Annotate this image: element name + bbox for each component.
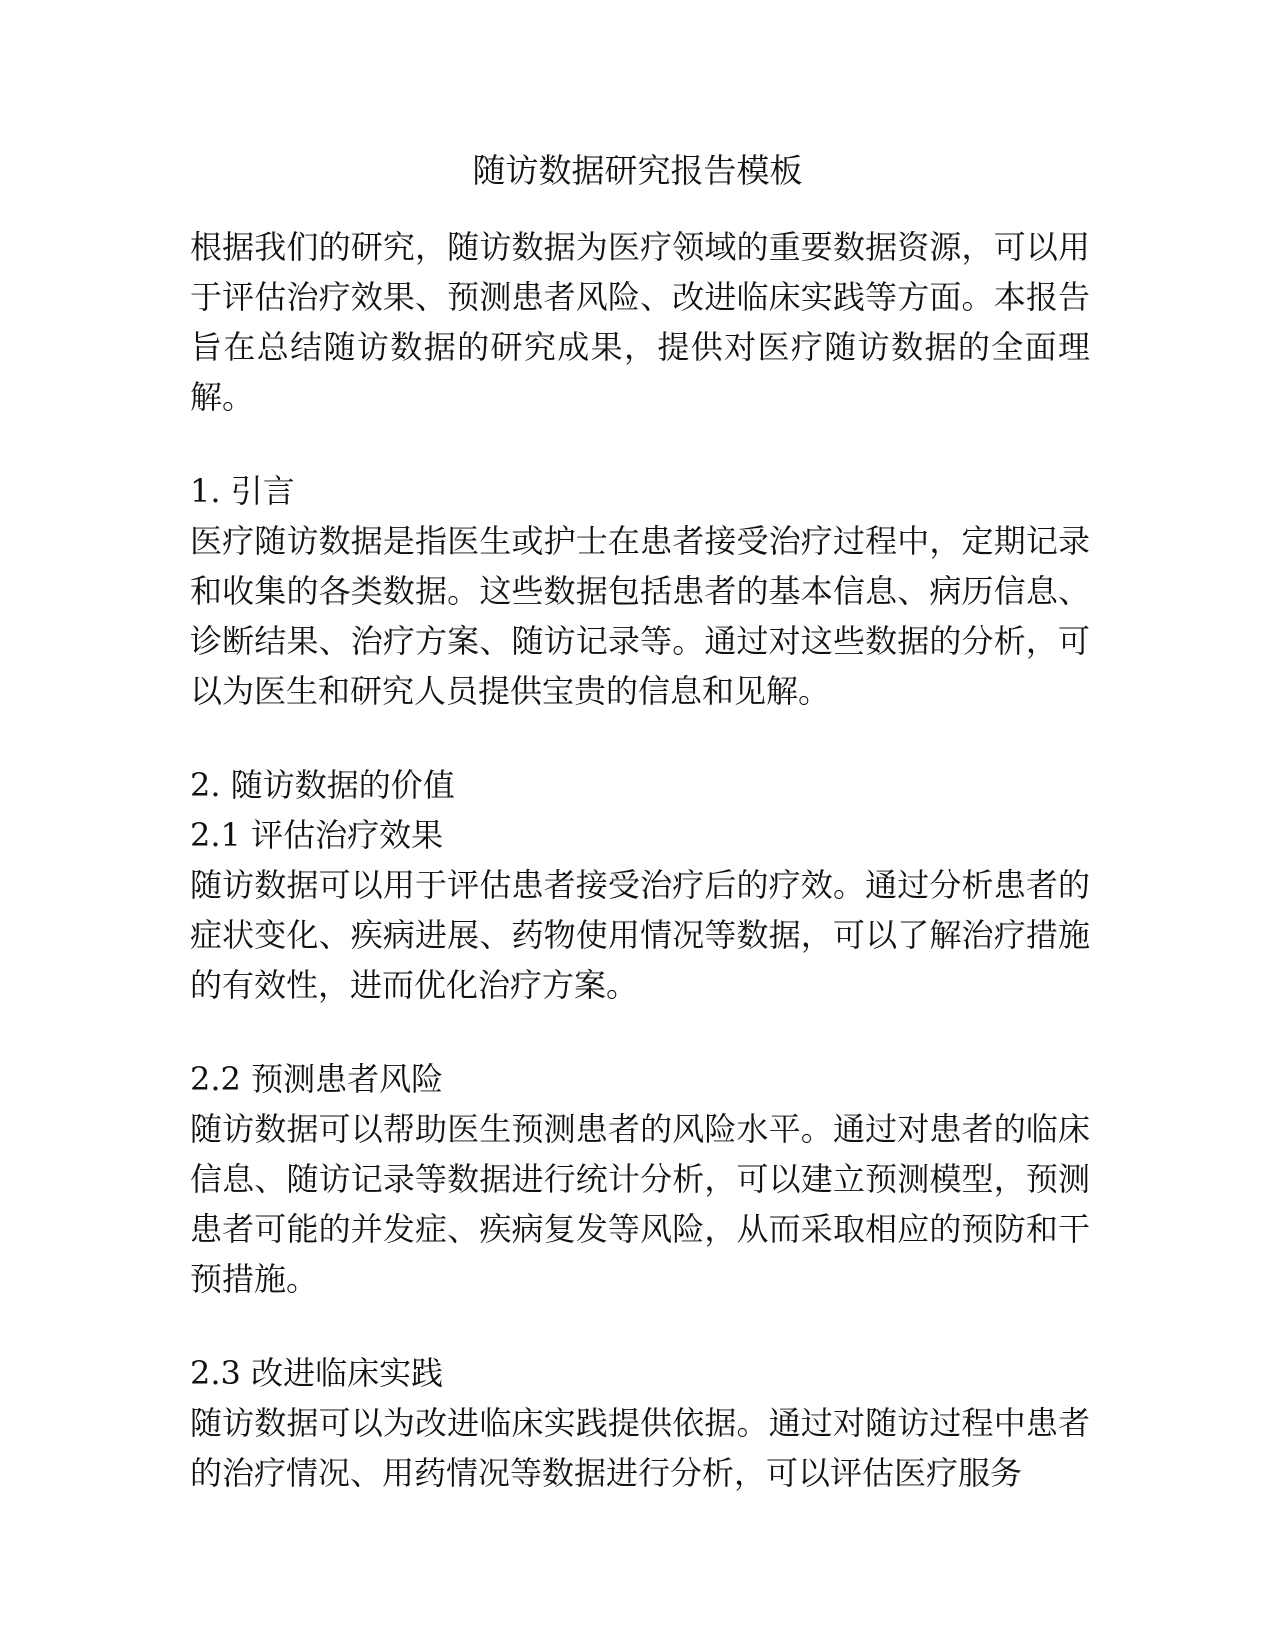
- section-2-heading: 2. 随访数据的价值: [190, 766, 455, 804]
- paragraph-spacer: [190, 1304, 1090, 1348]
- section-2-3-heading: 2.3 改进临床实践: [190, 1354, 444, 1392]
- document-title: 随访数据研究报告模板: [472, 151, 803, 190]
- section-2-1-heading: 2.1 评估治疗效果: [190, 816, 444, 854]
- section-2-2-heading: 2.2 预测患者风险: [190, 1060, 444, 1098]
- section-2-3-paragraph: 随访数据可以为改进临床实践提供依据。通过对随访过程中患者的治疗情况、用药情况等数据进行分析，可以评估医疗服务: [190, 1404, 1090, 1492]
- paragraph-spacer: [190, 422, 1090, 466]
- paragraph-spacer: [190, 716, 1090, 760]
- paragraph-spacer: [190, 1010, 1090, 1054]
- section-1-heading: 1. 引言: [190, 472, 295, 510]
- section-1-paragraph: 医疗随访数据是指医生或护士在患者接受治疗过程中，定期记录和收集的各类数据。这些数据包括患者的基本信息、病历信息、诊断结果、治疗方案、随访记录等。通过对这些数据的分析，可以为医生和研究人员提供宝贵的信息和见解。: [190, 522, 1090, 710]
- section-2-2-paragraph: 随访数据可以帮助医生预测患者的风险水平。通过对患者的临床信息、随访记录等数据进行统计分析，可以建立预测模型，预测患者可能的并发症、疾病复发等风险，从而采取相应的预防和干预措施。: [190, 1110, 1090, 1298]
- intro-paragraph: 根据我们的研究，随访数据为医疗领域的重要数据资源，可以用于评估治疗效果、预测患者风险、改进临床实践等方面。本报告旨在总结随访数据的研究成果，提供对医疗随访数据的全面理解。: [190, 228, 1090, 416]
- section-2-1-paragraph: 随访数据可以用于评估患者接受治疗后的疗效。通过分析患者的症状变化、疾病进展、药物使用情况等数据，可以了解治疗措施的有效性，进而优化治疗方案。: [190, 866, 1090, 1004]
- document-body: [190, 222, 1090, 1498]
